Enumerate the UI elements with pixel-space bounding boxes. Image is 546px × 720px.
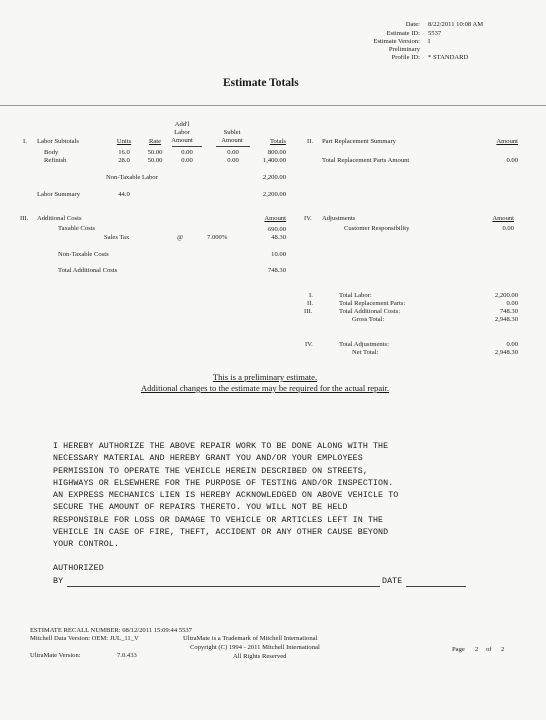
page-label: Page (452, 646, 465, 653)
summary-num: III. (304, 308, 313, 315)
summary-label: Total Labor: (339, 292, 372, 299)
page-total: 2 (501, 646, 505, 653)
col-totals: Totals (269, 138, 286, 145)
authorization-line: SECURE THE AMOUNT OF REPAIRS THERETO. YOU WILL NOT BE HELD (53, 503, 348, 513)
labor-row-addl: 0.00 (181, 149, 193, 156)
rights-notice: All Rights Reserved (233, 653, 287, 660)
parts-total-label: Total Replacement Parts Amount (322, 157, 410, 164)
net-total-value: 2,948.30 (494, 349, 518, 356)
non-taxable-labor-label: Non-Taxable Labor (106, 174, 158, 181)
authorization-line: I HEREBY AUTHORIZE THE ABOVE REPAIR WORK TO BE DONE ALONG WITH THE (53, 442, 389, 451)
addl-underline (172, 146, 202, 147)
labor-row-name: Refinish (44, 157, 67, 164)
estimate-version-value: I (428, 38, 431, 45)
page-of: of (486, 646, 492, 653)
preliminary-note-line1: This is a preliminary estimate. (212, 372, 318, 382)
parts-col-amount: Amount (496, 138, 518, 145)
adjustments-heading: Adjustments (322, 215, 356, 222)
trademark-notice: UltraMate is a Trademark of Mitchell International (183, 635, 318, 642)
estimate-id-value: 5537 (428, 30, 442, 37)
additional-heading: Additional Costs (37, 215, 82, 222)
summary-label: Total Adjustments: (339, 341, 389, 348)
sales-tax-label: Sales Tax (104, 234, 130, 241)
estimate-version-label: Estimate Version: (373, 38, 420, 45)
signature-line[interactable] (67, 586, 380, 587)
total-additional-costs-value: 748.30 (267, 267, 286, 274)
profile-id-value: * STANDARD (428, 54, 469, 61)
additional-section-number: III. (20, 215, 29, 222)
summary-num: II. (307, 300, 314, 307)
sublet-underline (216, 146, 250, 147)
non-taxable-labor-total: 2,200.00 (262, 174, 286, 181)
by-label: BY (53, 577, 64, 586)
labor-summary-label: Labor Summary (37, 191, 81, 198)
parts-total-value: 0.00 (506, 157, 518, 164)
ultramate-version-label: UltraMate Version: (30, 652, 81, 659)
col-units: Units (116, 138, 132, 145)
authorization-line: HIGHWAYS OR ELSEWHERE FOR THE PURPOSE OF TESTING AND/OR INSPECTION. (53, 478, 394, 488)
non-taxable-costs-value: 10.00 (271, 251, 286, 258)
authorized-label: AUTHORIZED (53, 564, 104, 573)
summary-value: 0.00 (506, 300, 518, 307)
ultramate-version-value: 7.0.433 (117, 652, 137, 659)
estimate-id-label: Estimate ID: (386, 30, 420, 37)
non-taxable-costs-label: Non-Taxable Costs (58, 251, 109, 258)
authorization-line: NECESSARY MATERIAL AND HEREBY GRANT YOU AND/OR YOUR EMPLOYEES (53, 454, 363, 464)
labor-row-rate: 50.00 (147, 157, 163, 164)
summary-num: I. (309, 292, 313, 299)
customer-responsibility-value: 0.00 (502, 225, 514, 232)
col-sublet-2: Amount (221, 137, 243, 144)
authorization-line: RESPONSIBLE FOR LOSS OR DAMAGE TO VEHICLE OR ARTICLES LEFT IN THE (53, 515, 384, 525)
adjustments-col-amount: Amount (492, 215, 514, 222)
summary-num: IV. (305, 341, 313, 348)
gross-total-value: 2,948.30 (494, 316, 518, 323)
col-addl-2: Labor (174, 129, 190, 136)
col-rate: Rate (148, 138, 162, 145)
sales-tax-at: @ (177, 234, 184, 241)
customer-responsibility-label: Customer Responsibility (344, 225, 410, 232)
profile-id-label: Profile ID: (391, 54, 420, 61)
summary-value: 748.30 (499, 308, 518, 315)
authorization-line: AN EXPRESS MECHANICS LIEN IS HEREBY ACKNOWLEDGED ON ABOVE VEHICLE TO (53, 491, 399, 501)
preliminary-note-line2: Additional changes to the estimate may be required for the actual repair. (140, 383, 390, 393)
summary-value: 2,200.00 (494, 292, 518, 299)
labor-summary-units: 44.0 (118, 191, 130, 198)
authorization-line: YOUR CONTROL. (53, 540, 120, 550)
col-addl-3: Amount (171, 137, 193, 144)
date-field-label: DATE (382, 577, 403, 586)
date-label: Date: (405, 21, 420, 28)
parts-section-number: II. (307, 138, 314, 145)
taxable-costs-value: 690.00 (267, 226, 286, 233)
col-addl-1: Add'l (174, 121, 190, 128)
summary-value: 0.00 (506, 341, 518, 348)
preliminary-label: Preliminary (388, 46, 420, 53)
sales-tax-value: 48.30 (271, 234, 286, 241)
labor-section-number: I. (23, 138, 27, 145)
labor-row-name: Body (44, 149, 59, 156)
sales-tax-rate: 7.000% (207, 234, 228, 241)
labor-heading: Labor Subtotals (37, 138, 79, 145)
additional-col-amount: Amount (264, 215, 286, 222)
top-divider (0, 105, 546, 106)
page-number: 2 (475, 646, 479, 653)
labor-row-sublet: 0.00 (227, 157, 239, 164)
total-additional-costs-label: Total Additional Costs (58, 267, 118, 274)
date-line[interactable] (406, 586, 466, 587)
page-title: Estimate Totals (223, 77, 299, 89)
authorization-line: VEHICLE IN CASE OF FIRE, THEFT, ACCIDENT OR ANY OTHER CAUSE BEYOND (53, 528, 389, 538)
gross-total-label: Gross Total: (352, 316, 385, 323)
recall-number: ESTIMATE RECALL NUMBER: 08/12/2011 15:09:44 5537 (30, 627, 192, 634)
summary-label: Total Replacement Parts: (339, 300, 406, 307)
labor-summary-total: 2,200.00 (262, 191, 286, 198)
labor-row-total: 800.00 (267, 149, 286, 156)
authorization-text (53, 441, 398, 552)
labor-row-units: 28.0 (118, 157, 130, 164)
labor-row-units: 16.0 (118, 149, 130, 156)
labor-row-addl: 0.00 (181, 157, 193, 164)
labor-row-total: 1,400.00 (262, 157, 286, 164)
labor-row-sublet: 0.00 (227, 149, 239, 156)
labor-row-rate: 50.00 (147, 149, 163, 156)
net-total-label: Net Total: (352, 349, 379, 356)
authorization-line: PERMISSION TO OPERATE THE VEHICLE HEREIN DESCRIBED ON STREETS, (53, 466, 368, 476)
parts-heading: Part Replacement Summary (322, 138, 396, 145)
col-sublet-1: Sublet (223, 129, 241, 136)
summary-label: Total Additional Costs: (339, 308, 401, 315)
copyright-notice: Copyright (C) 1994 - 2011 Mitchell International (190, 644, 320, 651)
adjustments-section-number: IV. (304, 215, 312, 222)
date-value: 8/22/2011 10:08 AM (428, 21, 484, 28)
data-version: Mitchell Data Version: OEM: JUL_11_V (30, 635, 139, 642)
taxable-costs-label: Taxable Costs (58, 225, 96, 232)
